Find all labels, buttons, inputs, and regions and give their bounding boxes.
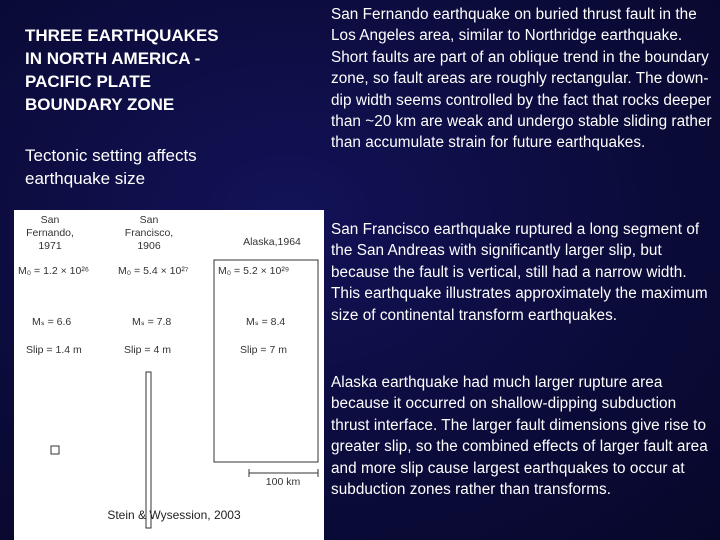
slide-title: THREE EARTHQUAKES IN NORTH AMERICA - PACIFIC PLATE BOUNDARY ZONE (25, 26, 219, 114)
paragraph-san-francisco: San Francisco earthquake ruptured a long segment of the San Andreas with significantly larger slip, but because the fault is vertical, still had a narrow width. This earthquake illustrates approximately the maximum size of continental transform earthquakes. (331, 221, 708, 324)
col-name-san-fernando: San Fernando, 1971 (26, 214, 74, 252)
col-m0-san-fernando: M₀ = 1.2 × 10²⁶ (18, 265, 90, 277)
col-name-san-francisco: San Francisco, 1906 (124, 214, 174, 252)
col-ms-alaska: Mₛ = 8.4 (246, 316, 286, 328)
fault-size-figure (14, 210, 324, 540)
scale-bar-label: 100 km (265, 476, 301, 488)
col-ms-san-fernando: Mₛ = 6.6 (32, 316, 72, 328)
alaska-fault-rect (214, 260, 318, 462)
col-ms-san-francisco: Mₛ = 7.8 (132, 316, 172, 328)
col-slip-alaska: Slip = 7 m (240, 344, 287, 356)
fault-diagram (14, 210, 324, 540)
figure-credit: Stein & Wysession, 2003 (107, 508, 241, 522)
col-slip-san-francisco: Slip = 4 m (124, 344, 171, 356)
col-m0-alaska: M₀ = 5.2 × 10²⁹ (218, 265, 290, 277)
col-slip-san-fernando: Slip = 1.4 m (26, 344, 82, 356)
col-name-alaska: Alaska,1964 (243, 236, 301, 248)
paragraph-alaska: Alaska earthquake had much larger rupture area because it occurred on shallow-dipping subduction thrust interface. The larger fault dimensions give rise to greater slip, so the combined effects of larger fault area and more slip cause largest earthquakes to occur at subduction zones rather than transforms. (331, 374, 708, 499)
san-francisco-fault-rect (146, 372, 151, 528)
paragraph-san-fernando: San Fernando earthquake on buried thrust fault in the Los Angeles area, similar to Northridge earthquake. Short faults are part of an oblique trend in the boundary zone, so fault areas are roughly rectangular. The down-dip width seems controlled by the fact that rocks deeper than ~20 km are weak and undergo stable sliding rather than accumulate strain for future earthquakes. (331, 6, 712, 152)
san-fernando-fault-rect (51, 446, 59, 454)
col-m0-san-francisco: M₀ = 5.4 × 10²⁷ (118, 265, 189, 277)
slide-subtitle: Tectonic setting affects earthquake size (25, 146, 197, 188)
